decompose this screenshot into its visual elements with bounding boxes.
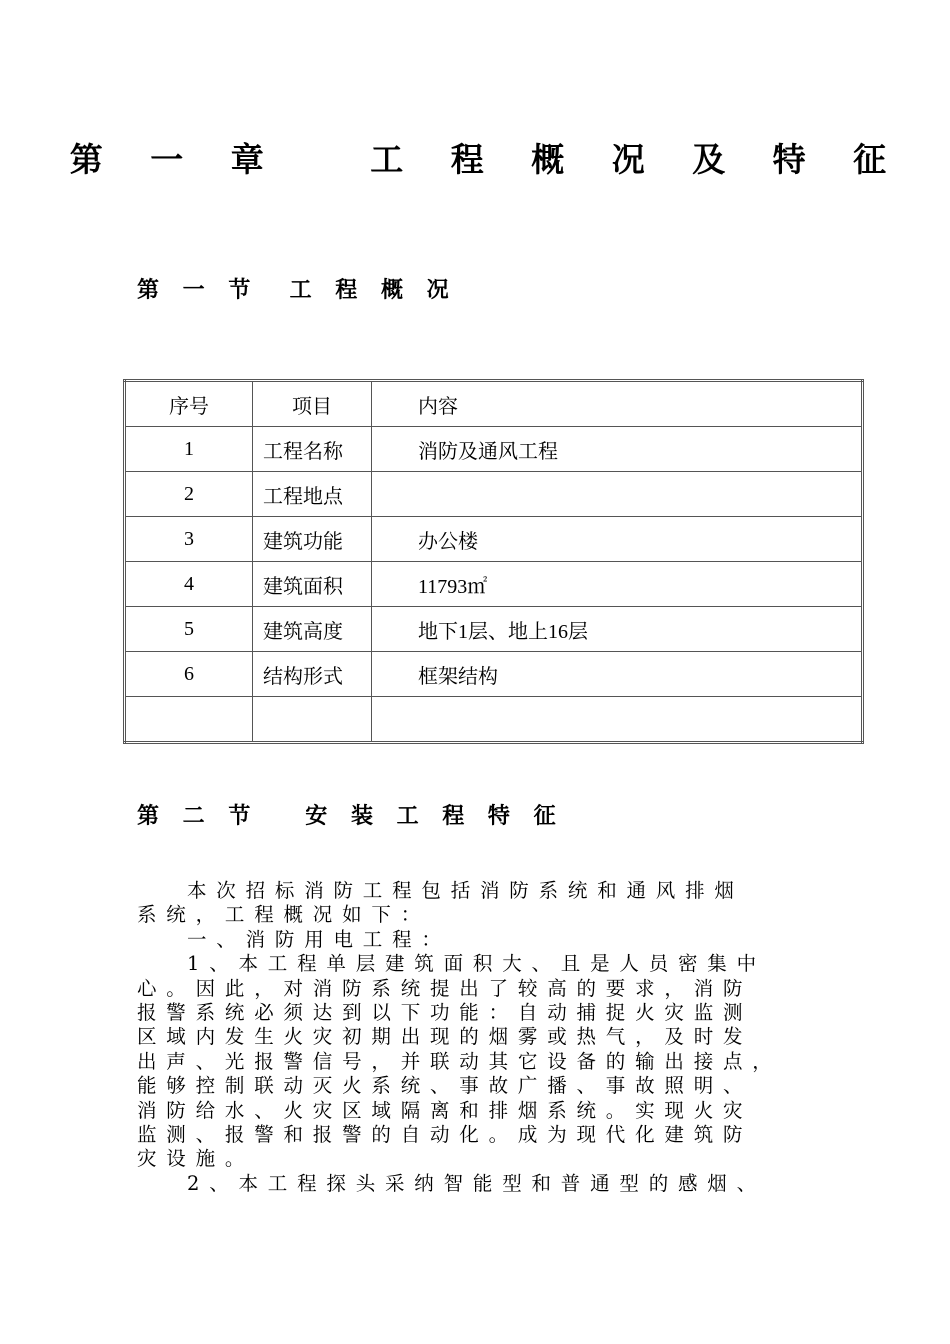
header-cell-content: 内容	[372, 381, 863, 427]
cell-item: 结构形式	[253, 652, 372, 697]
cell-item	[253, 697, 372, 743]
cell-index: 4	[125, 562, 253, 607]
text-line: 2、本工程探头采纳智能型和普通型的感烟、	[187, 1171, 766, 1195]
table-row	[125, 517, 863, 562]
cell-index: 5	[125, 607, 253, 652]
text-line: 一、消防用电工程：	[187, 927, 451, 951]
text-line: 本次招标消防工程包括消防系统和通风排烟	[187, 879, 744, 902]
cell-index: 1	[125, 427, 253, 472]
cell-content: 地下1层、地上16层	[372, 607, 863, 652]
table-row	[125, 607, 863, 652]
text-line: 心。因此，对消防系统提出了较高的要求，消防	[137, 976, 753, 1000]
cell-content: 消防及通风工程	[372, 427, 863, 472]
section-title-overview: 第 一 节 工 程 概 况	[137, 278, 457, 303]
text-line: 灾设施。	[137, 1147, 255, 1171]
text-line: 区域内发生火灾初期出现的烟雾或热气，及时发	[137, 1025, 753, 1049]
cell-index: 2	[125, 472, 253, 517]
cell-content	[372, 472, 863, 517]
cell-index	[125, 697, 253, 743]
text-line: 监测、报警和报警的自动化。成为现代化建筑防	[137, 1122, 753, 1146]
cell-item: 建筑面积	[253, 562, 372, 607]
header-cell-item: 项目	[253, 381, 372, 427]
table-row	[125, 652, 863, 697]
text-line: 1、本工程单层建筑面积大、且是人员密集中	[187, 952, 766, 976]
text-line: 报警系统必须达到以下功能：自动捕捉火灾监测	[137, 1000, 753, 1024]
cell-item: 工程地点	[253, 472, 372, 517]
cell-index: 6	[125, 652, 253, 697]
cell-item: 建筑功能	[253, 517, 372, 562]
text-line: 出声、光报警信号，并联动其它设备的输出接点，	[137, 1049, 782, 1073]
table-row	[125, 562, 863, 607]
cell-content	[372, 697, 863, 743]
table-header-row	[125, 381, 863, 427]
cell-index: 3	[125, 517, 253, 562]
table-row	[125, 472, 863, 517]
section-title-installation: 第 二 节 安 装 工 程 特 征	[137, 804, 564, 829]
text-line: 系统，工程概况如下：	[137, 903, 431, 927]
cell-content: 11793㎡	[372, 562, 863, 607]
cell-item: 建筑高度	[253, 607, 372, 652]
project-overview-table	[123, 379, 864, 744]
body-paragraph	[137, 879, 867, 1196]
cell-content: 办公楼	[372, 517, 863, 562]
text-line: 能够控制联动灭火系统、事故广播、事故照明、	[137, 1074, 753, 1098]
chapter-title: 第 一 章 工 程 概 况 及 特 征	[69, 140, 905, 179]
text-line: 消防给水、火灾区域隔离和排烟系统。实现火灾	[137, 1098, 753, 1122]
header-cell-index: 序号	[125, 381, 253, 427]
table-row	[125, 427, 863, 472]
cell-item: 工程名称	[253, 427, 372, 472]
cell-content: 框架结构	[372, 652, 863, 697]
table-row-empty	[125, 697, 863, 743]
